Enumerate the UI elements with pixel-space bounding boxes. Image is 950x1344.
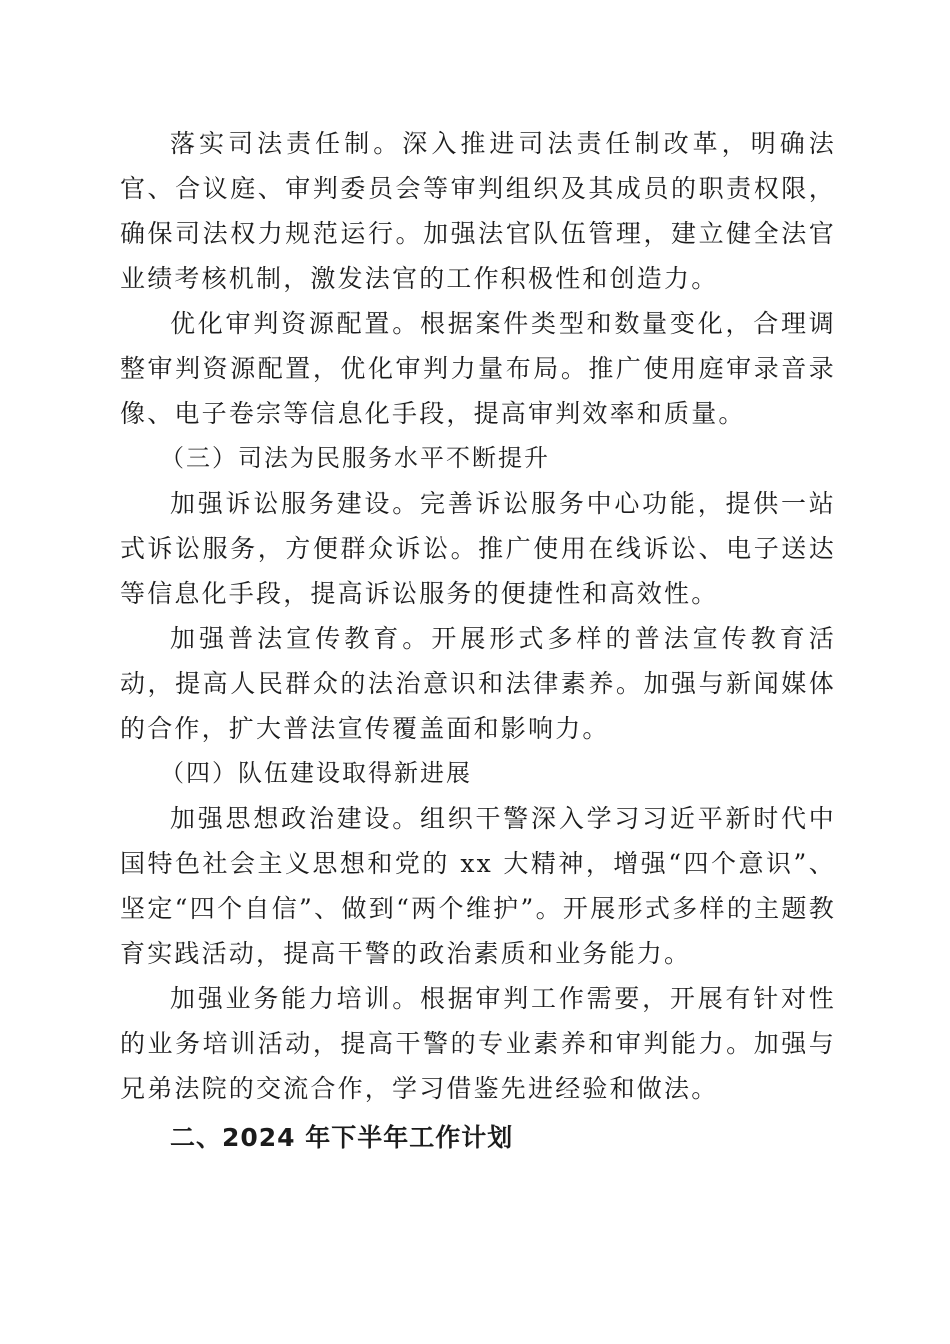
section-heading-work-plan: 二、2024 年下半年工作计划 — [170, 1123, 514, 1152]
paragraph-skills-training: 加强业务能力培训。根据审判工作需要，开展有针对性的业务培训活动，提高干警的专业素养和审判能力。加强与兄弟法院的交流合作，学习借鉴先进经验和做法。 — [120, 984, 836, 1103]
subheading-team-building: （四）队伍建设取得新进展 — [160, 759, 472, 787]
paragraph-legal-education: 加强普法宣传教育。开展形式多样的普法宣传教育活动，提高人民群众的法治意识和法律素养。加强与新闻媒体的合作，扩大普法宣传覆盖面和影响力。 — [120, 624, 836, 743]
document-body — [120, 121, 836, 1160]
paragraph-trial-resources: 优化审判资源配置。根据案件类型和数量变化，合理调整审判资源配置，优化审判力量布局。推广使用庭审录音录像、电子卷宗等信息化手段，提高审判效率和质量。 — [120, 309, 836, 428]
subheading-judicial-service: （三）司法为民服务水平不断提升 — [160, 444, 550, 472]
paragraph-judicial-responsibility: 落实司法责任制。深入推进司法责任制改革，明确法官、合议庭、审判委员会等审判组织及其成员的职责权限，确保司法权力规范运行。加强法官队伍管理，建立健全法官业绩考核机制，激发法官的工作积极性和创造力。 — [120, 129, 836, 293]
paragraph-political-building: 加强思想政治建设。组织干警深入学习习近平新时代中国特色社会主义思想和党的 xx 大精神，增强“四个意识”、坚定“四个自信”、做到“两个维护”。开展形式多样的主题教育实践活动，提高干警的政治素质和业务能力。 — [120, 804, 836, 968]
paragraph-litigation-service: 加强诉讼服务建设。完善诉讼服务中心功能，提供一站式诉讼服务，方便群众诉讼。推广使用在线诉讼、电子送达等信息化手段，提高诉讼服务的便捷性和高效性。 — [120, 489, 836, 608]
